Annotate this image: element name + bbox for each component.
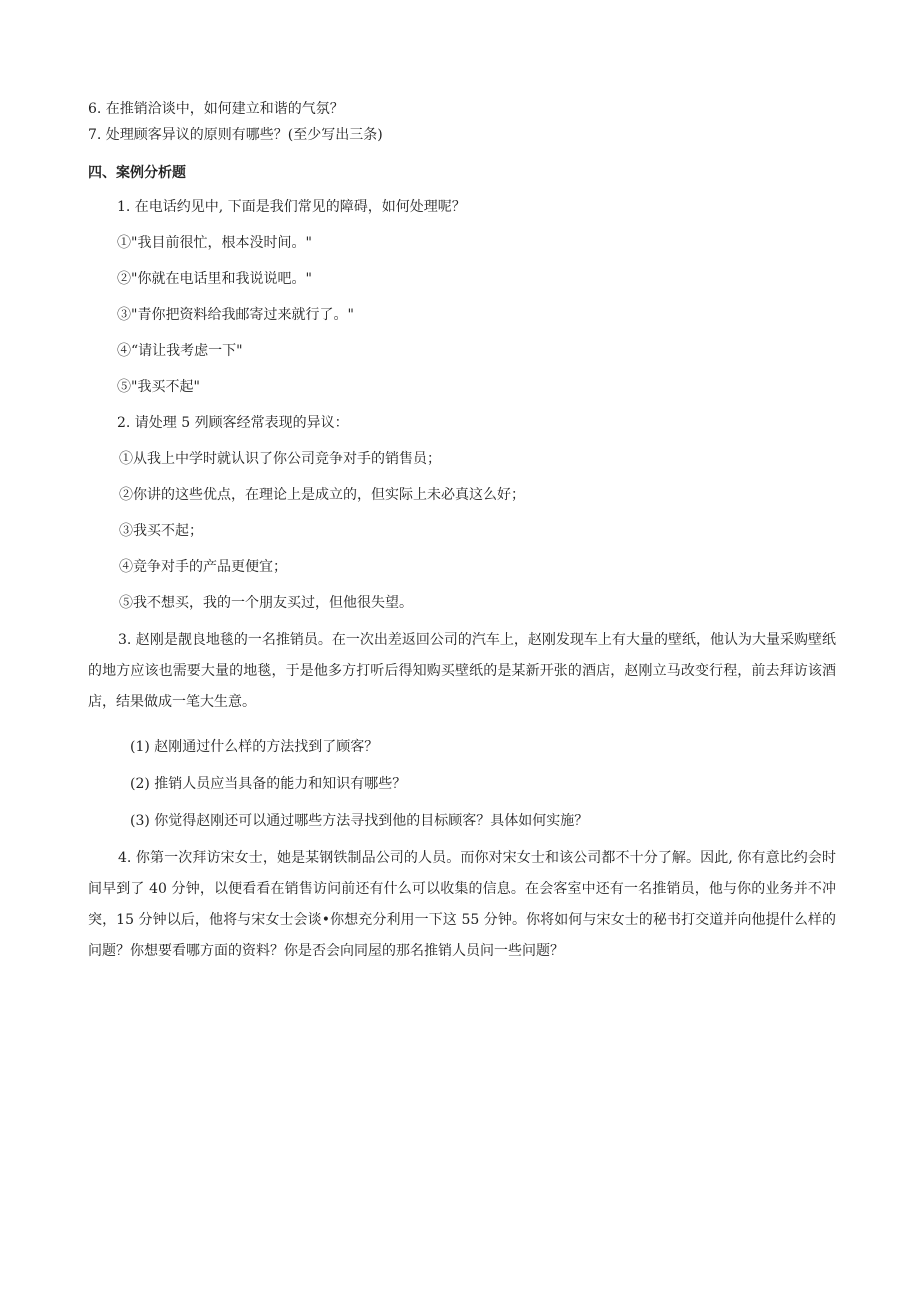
case-2-item: ④竞争对手的产品更便宜； — [119, 559, 287, 575]
case-3-subquestion: (1) 赵刚通过什么样的方法找到了顾客？ — [130, 739, 379, 755]
case-2-item: ②你讲的这些优点，在理论上是成立的，但实际上未必真这么好； — [119, 487, 525, 503]
case-3-paragraph — [88, 625, 836, 718]
case-2-item: ①从我上中学时就认识了你公司竞争对手的销售员； — [119, 451, 441, 467]
section-title: 四、案例分析题 — [88, 165, 186, 181]
case-1-item: ②"你就在电话里和我说说吧。" — [117, 271, 312, 287]
case-3-text: 3. 赵刚是靓良地毯的一名推销员。在一次出差返回公司的汽车上，赵刚发现车上有大量的壁纸，他认为大量采购壁纸的地方应该也需要大量的地毯，于是他多方打听后得知购买壁纸的是某新开张的酒店，赵刚立马改变行程，前去拜访该酒店，结果做成一笔大生意。 — [88, 632, 836, 710]
case-3-subquestion: (2) 推销人员应当具备的能力和知识有哪些？ — [130, 776, 407, 792]
question-7: 7. 处理顾客异议的原则有哪些？(至少写出三条) — [88, 127, 383, 143]
case-1-item: ①"我目前很忙，根本没时间。" — [117, 235, 312, 251]
case-4-text: 4. 你第一次拜访宋女士，她是某钢铁制品公司的人员。而你对宋女士和该公司都不十分了解。因此, 你有意比约会时间早到了 40 分钟，以便看看在销售访问前还有什么可以收集的信息。在会客室中还有一名推销员，他与你的业务并不冲突，15 分钟以后，他将与宋女士会谈•你想充分利用一下这 55 分钟。你将如何与宋女士的秘书打交道并向他提什么样的问题？你想要看哪方面的资料？你是否会向同屋的那名推销人员问一些问题？ — [88, 850, 836, 959]
question-6: 6. 在推销洽谈中，如何建立和谐的气氛？ — [88, 101, 344, 117]
case-2-item: ⑤我不想买，我的一个朋友买过，但他很失望。 — [119, 595, 413, 611]
case-1-item: ⑤"我买不起" — [117, 379, 200, 395]
case-2-item: ③我买不起； — [119, 523, 203, 539]
case-1-item: ③"青你把资料给我邮寄过来就行了。" — [117, 307, 354, 323]
case-2-title: 2. 请处理 5 列顾客经常表现的异议： — [117, 415, 349, 431]
case-1-item: ④“请让我考虑一下" — [117, 343, 243, 359]
case-1-title: 1. 在电话约见中, 下面是我们常见的障碍，如何处理呢？ — [117, 199, 466, 215]
case-4-paragraph — [88, 843, 836, 967]
case-3-subquestion: (3) 你觉得赵刚还可以通过哪些方法寻找到他的目标顾客？具体如何实施？ — [130, 813, 589, 829]
